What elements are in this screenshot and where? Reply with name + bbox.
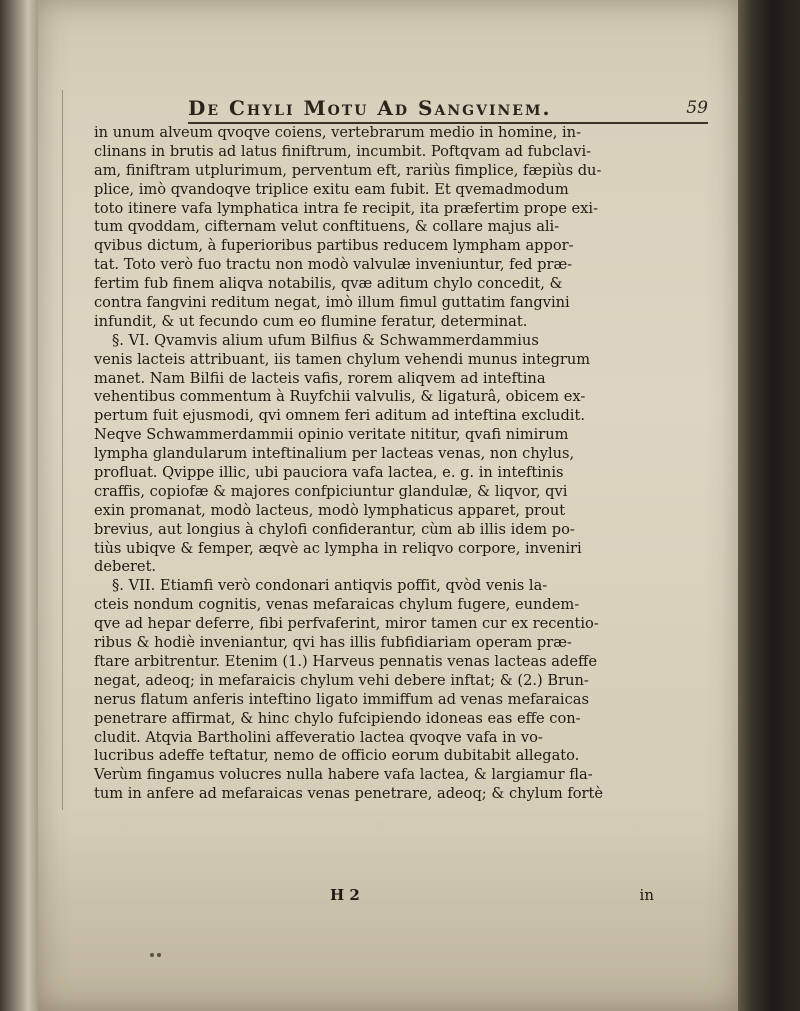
text-line: exin promanat, modò lacteus, modò lymphaticus apparet, prout <box>94 501 566 519</box>
text-line: qve ad hepar deferre, fibi perfvaferint, miror tamen cur ex recentio- <box>94 615 599 633</box>
text-line: tiùs ubiqve & femper, æqvè ac lympha in reliqvo corpore, inveniri <box>94 539 582 557</box>
text-line: deberet. <box>94 558 157 576</box>
text-line: in unum alveum qvoqve coiens, vertebrarum medio in homine, in- <box>94 124 582 141</box>
text-line: tum qvoddam, cifternam velut conftituens, & collare majus ali- <box>94 218 560 236</box>
text-line: manet. Nam Bilfii de lacteis vafis, rorem aliqvem ad inteftina <box>94 369 546 387</box>
text-line: lucribus adeffe teftatur, nemo de officio eorum dubitabit allegato. <box>94 747 580 765</box>
text-line: infundit, & ut fecundo cum eo flumine feratur, determinat. <box>94 312 528 330</box>
text-line: toto itinere vafa lymphatica intra fe recipit, ita præfertim prope exi- <box>94 199 598 217</box>
text-line: craffis, copiofæ & majores confpiciuntur glandulæ, & liqvor, qvi <box>94 482 568 500</box>
left-background <box>0 0 40 1011</box>
page-number: 59 <box>686 98 708 118</box>
body-text <box>94 124 674 804</box>
page-gutter <box>38 90 63 810</box>
text-line: nerus flatum anferis inteftino ligato immiffum ad venas mefaraicas <box>94 690 589 708</box>
text-line: tat. Toto verò fuo tractu non modò valvulæ inveniuntur, fed præ- <box>94 256 573 274</box>
text-line: ribus & hodiè inveniantur, qvi has illis fubfidiariam operam præ- <box>94 634 572 652</box>
text-line: fertim fub finem aliqva notabilis, qvæ aditum chylo concedit, & <box>94 275 563 293</box>
text-line: brevius, aut longius à chylofi confiderantur, cùm ab illis idem po- <box>94 520 575 538</box>
text-line: lympha glandularum inteftinalium per lacteas venas, non chylus, <box>94 445 575 463</box>
right-background <box>730 0 800 1011</box>
text-line: Verùm fingamus volucres nulla habere vafa lactea, & largiamur fla- <box>94 766 593 784</box>
page-footer <box>94 886 674 906</box>
text-line: contra fangvini reditum negat, imò illum fimul guttatim fangvini <box>94 294 570 312</box>
text-line: venis lacteis attribuant, iis tamen chylum vehendi munus integrum <box>94 350 591 368</box>
text-line: negat, adeoq; in mefaraicis chylum vehi debere inftat; & (2.) Brun- <box>94 671 589 689</box>
text-line: qvibus dictum, à fuperioribus partibus reducem lympham appor- <box>94 237 574 255</box>
text-line: tum in anfere ad mefaraicas venas penetrare, adeoq; & chylum fortè <box>94 785 604 803</box>
page-header <box>188 96 708 124</box>
text-line: clinans in brutis ad latus finiftrum, incumbit. Poftqvam ad fubclavi- <box>94 142 592 160</box>
text-line: profluat. Qvippe illic, ubi pauciora vafa lactea, e. g. in inteftinis <box>94 464 564 482</box>
text-line: pertum fuit ejusmodi, qvi omnem feri aditum ad inteftina excludit. <box>94 407 585 425</box>
text-line: cteis nondum cognitis, venas mefaraicas chylum fugere, eundem- <box>94 596 580 614</box>
text-line: cludit. Atqvia Bartholini affeveratio lactea qvoqve vafa in vo- <box>94 728 543 746</box>
text-line: plice, imò qvandoqve triplice exitu eam fubit. Et qvemadmodum <box>94 180 569 198</box>
catchword: in <box>639 886 654 904</box>
text-line: ftare arbitrentur. Etenim (1.) Harveus pennatis venas lacteas adeffe <box>94 652 597 670</box>
section-heading-line: §. VI. Qvamvis alium ufum Bilfius & Schwammerdammius <box>112 331 539 349</box>
text-line: vehentibus commentum à Ruyfchii valvulis, & ligaturâ, obicem ex- <box>94 388 586 406</box>
text-line: Neqve Schwammerdammii opinio veritate nititur, qvafi nimirum <box>94 426 569 444</box>
text-line: penetrare affirmat, & hinc chylo fufcipiendo idoneas eas effe con- <box>94 709 581 727</box>
signature-mark: H 2 <box>330 886 360 904</box>
section-heading-line: §. VII. Etiamfi verò condonari antiqvis poffit, qvòd venis la- <box>112 577 548 595</box>
running-head: De Chyli Motu Ad Sangvinem. <box>188 96 552 120</box>
text-line: am, finiftram utplurimum, perventum eft, rariùs fimplice, fæpiùs du- <box>94 161 602 179</box>
ink-specks <box>150 942 190 954</box>
